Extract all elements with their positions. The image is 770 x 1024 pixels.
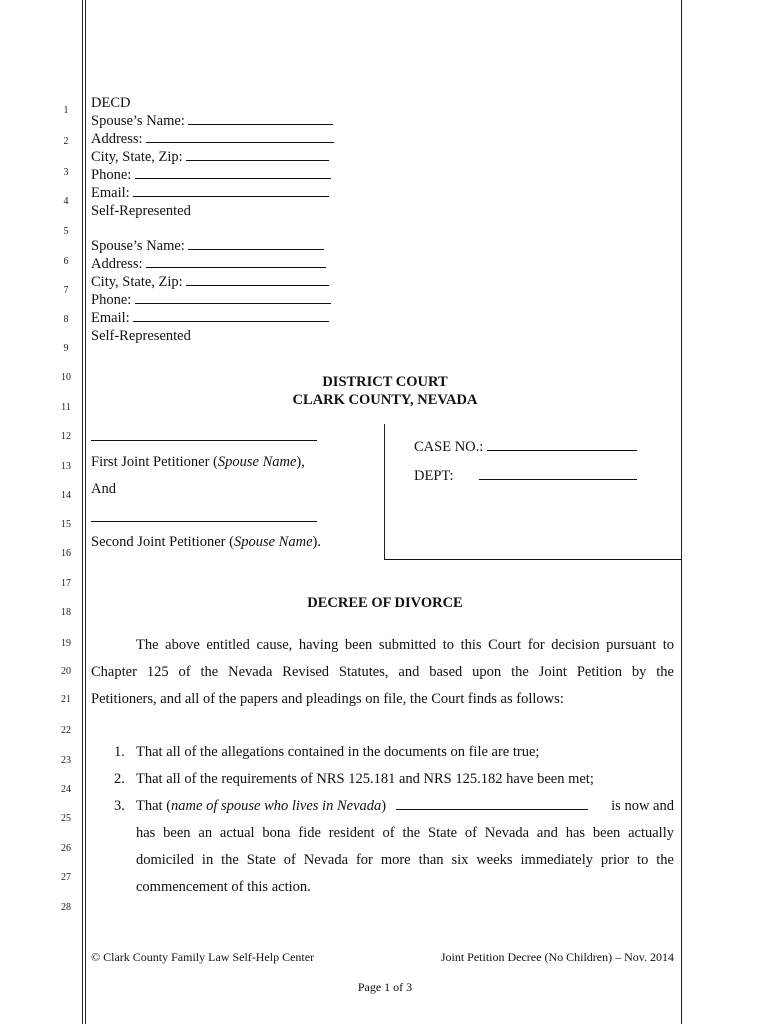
line-number: 4 bbox=[63, 196, 69, 207]
finding-3-first-line bbox=[136, 797, 674, 815]
line-number: 21 bbox=[61, 694, 71, 705]
spouse-name-label: Spouse’s Name: bbox=[91, 113, 185, 129]
address-row-2 bbox=[91, 255, 326, 273]
line-number: 2 bbox=[63, 136, 69, 147]
second-petitioner-name-line[interactable] bbox=[91, 521, 317, 522]
case-no-field[interactable] bbox=[487, 438, 637, 451]
phone-field[interactable] bbox=[135, 291, 331, 304]
line-number: 5 bbox=[63, 226, 69, 237]
phone-row-2 bbox=[91, 291, 331, 309]
phone-field[interactable] bbox=[135, 166, 331, 179]
line-number: 25 bbox=[61, 813, 71, 824]
line-number: 10 bbox=[61, 372, 71, 383]
dept-field[interactable] bbox=[479, 467, 637, 480]
first-petitioner-prefix: First Joint Petitioner ( bbox=[91, 454, 218, 470]
line-number: 23 bbox=[61, 755, 71, 766]
intro-line-3: Petitioners, and all of the papers and pleadings on file, the Court finds as follows: bbox=[91, 691, 564, 707]
second-petitioner-italic: Spouse Name bbox=[233, 534, 313, 550]
spouse-name-field[interactable] bbox=[188, 112, 333, 125]
line-number: 15 bbox=[61, 519, 71, 530]
court-county: CLARK COUNTY, NEVADA bbox=[292, 392, 478, 408]
finding-3-line-4: commencement of this action. bbox=[136, 879, 311, 895]
email-row-1 bbox=[91, 184, 329, 202]
email-label: Email: bbox=[91, 310, 130, 326]
email-row-2 bbox=[91, 309, 329, 327]
finding-number: 3. bbox=[114, 798, 125, 814]
line-number: 19 bbox=[61, 638, 71, 649]
caption-divider bbox=[384, 424, 385, 559]
spouse-name-label: Spouse’s Name: bbox=[91, 238, 185, 254]
spouse-name-row-2 bbox=[91, 237, 324, 255]
address-label: Address: bbox=[91, 131, 143, 147]
city-state-zip-label: City, State, Zip: bbox=[91, 149, 183, 165]
line-number: 3 bbox=[63, 167, 69, 178]
caption-bottom-rule bbox=[384, 559, 682, 560]
line-number: 11 bbox=[61, 402, 71, 413]
finding-3-prefix: That ( bbox=[136, 798, 172, 814]
city-state-zip-field[interactable] bbox=[186, 148, 329, 161]
dept-row bbox=[414, 467, 637, 485]
line-number: 28 bbox=[61, 902, 71, 913]
case-no-row bbox=[414, 438, 637, 456]
finding-3-suffix: ) bbox=[381, 798, 387, 814]
spouse-name-row-1 bbox=[91, 112, 333, 130]
first-petitioner-name-line[interactable] bbox=[91, 440, 317, 441]
phone-label: Phone: bbox=[91, 167, 132, 183]
and-label: And bbox=[91, 481, 116, 497]
second-petitioner-suffix: ). bbox=[312, 534, 321, 550]
line-number: 16 bbox=[61, 548, 71, 559]
court-name: DISTRICT COURT bbox=[322, 374, 448, 390]
dept-label: DEPT: bbox=[414, 468, 454, 484]
line-number: 7 bbox=[63, 285, 69, 296]
city-state-zip-row-2 bbox=[91, 273, 329, 291]
left-margin-rule-inner bbox=[85, 0, 86, 1024]
city-state-zip-label: City, State, Zip: bbox=[91, 274, 183, 290]
finding-3-tail: is now and bbox=[611, 798, 674, 814]
first-petitioner-suffix: ), bbox=[296, 454, 305, 470]
left-margin-rule-outer bbox=[82, 0, 83, 1024]
line-number: 18 bbox=[61, 607, 71, 618]
finding-number: 2. bbox=[114, 771, 125, 787]
spouse-name-field[interactable] bbox=[188, 237, 324, 250]
first-petitioner-italic: Spouse Name bbox=[217, 454, 297, 470]
intro-line-2: Chapter 125 of the Nevada Revised Statutes, and based upon the Joint Petition by the bbox=[91, 664, 674, 680]
right-margin-rule bbox=[681, 0, 682, 1024]
case-no-label: CASE NO.: bbox=[414, 439, 484, 455]
finding-text: That all of the allegations contained in the documents on file are true; bbox=[136, 744, 540, 760]
page-number: Page 1 of 3 bbox=[357, 980, 413, 994]
line-number: 8 bbox=[63, 314, 69, 325]
city-state-zip-field[interactable] bbox=[186, 273, 329, 286]
address-label: Address: bbox=[91, 256, 143, 272]
line-number: 27 bbox=[61, 872, 71, 883]
first-petitioner-label bbox=[91, 453, 305, 471]
line-number: 14 bbox=[61, 490, 71, 501]
email-label: Email: bbox=[91, 185, 130, 201]
line-number: 26 bbox=[61, 843, 71, 854]
nevada-spouse-name-field[interactable] bbox=[396, 797, 588, 810]
line-number: 12 bbox=[61, 431, 71, 442]
finding-3-line-3: domiciled in the State of Nevada for more than six weeks immediately prior to the bbox=[136, 852, 674, 868]
address-field[interactable] bbox=[146, 255, 326, 268]
address-field[interactable] bbox=[146, 130, 334, 143]
second-petitioner-label bbox=[91, 533, 321, 551]
line-number: 22 bbox=[61, 725, 71, 736]
footer-copyright: © Clark County Family Law Self-Help Center bbox=[91, 950, 315, 964]
line-number: 6 bbox=[63, 256, 69, 267]
address-row-1 bbox=[91, 130, 334, 148]
finding-number: 1. bbox=[114, 744, 125, 760]
finding-3-italic: name of spouse who lives in Nevada bbox=[171, 798, 382, 814]
self-represented-label: Self-Represented bbox=[91, 203, 191, 219]
document-title: DECREE OF DIVORCE bbox=[307, 595, 463, 611]
email-field[interactable] bbox=[133, 309, 329, 322]
second-petitioner-prefix: Second Joint Petitioner ( bbox=[91, 534, 234, 550]
intro-line-1: The above entitled cause, having been submitted to this Court for decision pursuant to bbox=[136, 637, 674, 653]
phone-label: Phone: bbox=[91, 292, 132, 308]
phone-row-1 bbox=[91, 166, 331, 184]
line-number: 20 bbox=[61, 666, 71, 677]
decd-label: DECD bbox=[91, 95, 131, 111]
footer-form-name: Joint Petition Decree (No Children) – Nov. 2014 bbox=[440, 950, 674, 964]
finding-3-line-2: has been an actual bona fide resident of the State of Nevada and has been actually bbox=[136, 825, 674, 841]
line-number: 9 bbox=[63, 343, 69, 354]
email-field[interactable] bbox=[133, 184, 329, 197]
line-number: 17 bbox=[61, 578, 71, 589]
self-represented-label: Self-Represented bbox=[91, 328, 191, 344]
line-number: 1 bbox=[63, 105, 69, 116]
line-number: 13 bbox=[61, 461, 71, 472]
city-state-zip-row-1 bbox=[91, 148, 329, 166]
finding-text: That all of the requirements of NRS 125.181 and NRS 125.182 have been met; bbox=[136, 771, 594, 787]
line-number: 24 bbox=[61, 784, 71, 795]
